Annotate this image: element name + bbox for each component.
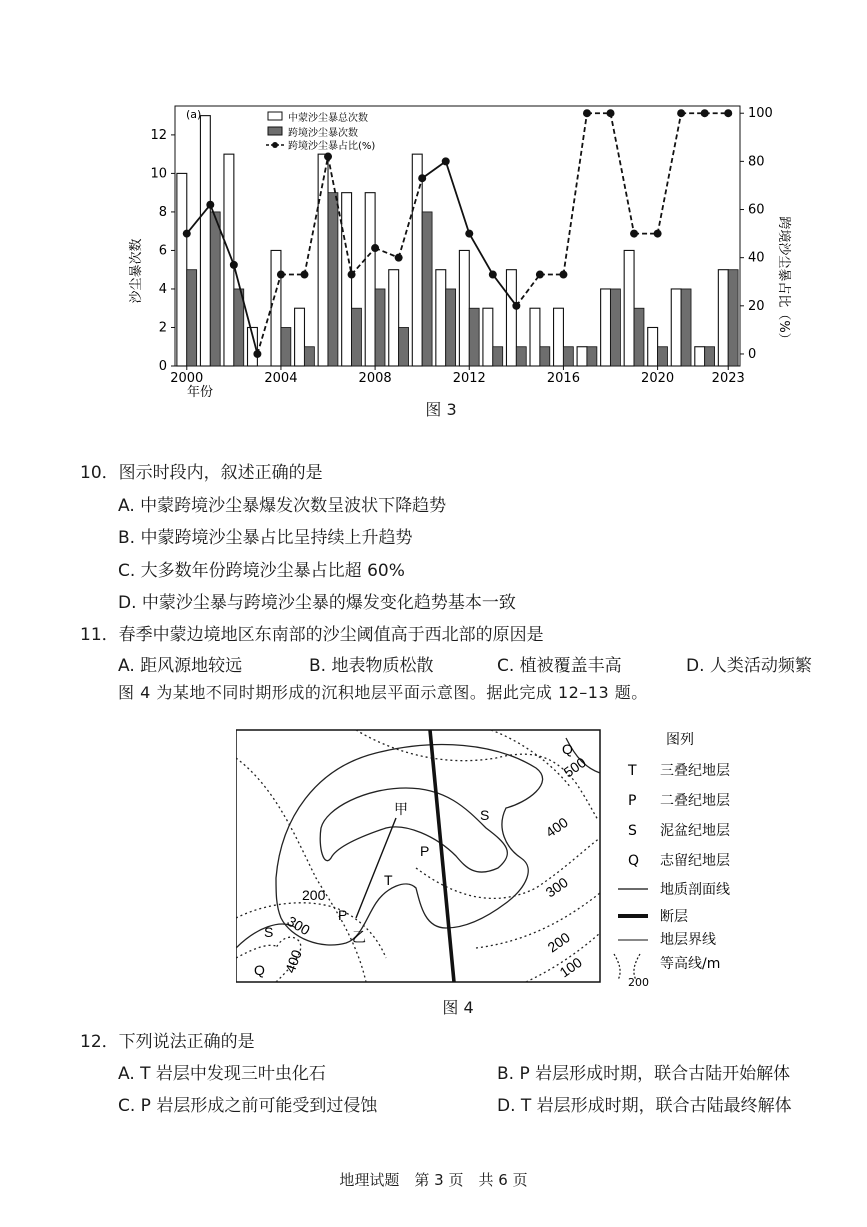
label-c100: 100 — [556, 953, 585, 981]
legend-swatch-total — [268, 112, 282, 120]
legend-label-contour: 等高线/m — [660, 956, 721, 972]
label-s-ne: S — [480, 807, 490, 823]
q11-option-d: D. 人类活动频繁 — [686, 656, 812, 676]
bar-total — [577, 347, 587, 366]
chart-bars — [177, 116, 738, 366]
bar-cross — [210, 212, 220, 366]
ratio-point — [559, 271, 567, 279]
ratio-point — [253, 350, 261, 358]
label-q-ne: Q — [562, 741, 573, 757]
legend-label-cross: 跨境沙尘暴次数 — [288, 128, 358, 139]
legend-sym-q: Q — [628, 853, 640, 869]
bar-total — [506, 270, 516, 366]
label-p-center: P — [420, 843, 430, 859]
bar-cross — [281, 327, 291, 366]
label-c400b: 400 — [281, 947, 305, 976]
label-c300a: 300 — [542, 873, 571, 901]
label-p-sw: P — [338, 907, 348, 923]
legend-line-marker — [272, 142, 278, 148]
bar-total — [530, 308, 540, 366]
chart-legend — [266, 111, 375, 152]
bar-cross — [375, 289, 385, 366]
q11-option-c: C. 植被覆盖丰高 — [497, 656, 622, 676]
legend-sym-s: S — [628, 823, 637, 839]
bar-cross — [469, 308, 479, 366]
q11-option-a: A. 距风源地较远 — [118, 656, 243, 676]
x-unit-label: 年份 — [187, 385, 214, 400]
bar-cross — [658, 347, 668, 366]
ratio-point — [277, 271, 285, 279]
x-tick-label: 2000 — [170, 371, 204, 386]
legend-contour-value: 200 — [628, 976, 649, 988]
panel-label: (a) — [186, 108, 202, 121]
ratio-point — [724, 109, 732, 117]
q12-stem: 12．下列说法正确的是 — [80, 1032, 255, 1052]
chart-line — [183, 109, 732, 358]
bar-total — [624, 250, 634, 366]
legend-sym-t: T — [628, 763, 637, 779]
ratio-point — [607, 109, 615, 117]
ratio-point — [348, 271, 356, 279]
legend-label-t: 三叠纪地层 — [660, 763, 730, 779]
ratio-point — [230, 261, 238, 269]
label-s-sw: S — [264, 924, 274, 940]
y-right-tick-label: 80 — [748, 154, 765, 170]
label-q-sw: Q — [254, 962, 265, 978]
bar-total — [389, 270, 399, 366]
y-left-tick-label: 4 — [158, 281, 167, 297]
ratio-point — [206, 201, 214, 209]
ratio-point — [324, 153, 332, 161]
bar-total — [671, 289, 681, 366]
legend-swatch-cross — [268, 127, 282, 135]
bar-cross — [611, 289, 621, 366]
legend-contour-symbol — [614, 954, 620, 980]
ratio-point — [512, 302, 520, 310]
bar-total — [342, 193, 352, 366]
legend-label-s: 泥盆纪地层 — [660, 823, 730, 839]
ratio-point — [418, 174, 426, 182]
q10-option-c: C. 大多数年份跨境沙尘暴占比超 60% — [118, 561, 405, 581]
legend-label-ratio: 跨境沙尘暴占比(%) — [288, 141, 376, 152]
bar-cross — [705, 347, 715, 366]
ratio-point — [395, 254, 403, 262]
ratio-point — [489, 271, 497, 279]
map-legend — [614, 732, 730, 988]
x-tick-label: 2023 — [711, 371, 745, 386]
y-left-tick-label: 6 — [158, 243, 167, 259]
bar-total — [271, 250, 281, 366]
ratio-point — [536, 271, 544, 279]
ratio-line-segment — [422, 161, 446, 178]
legend-label-q: 志留纪地层 — [660, 853, 730, 869]
y-right-tick-label: 60 — [748, 202, 765, 218]
bar-cross — [422, 212, 432, 366]
ratio-point — [701, 109, 709, 117]
bar-total — [601, 289, 611, 366]
ratio-point — [654, 230, 662, 238]
ratio-point — [583, 109, 591, 117]
bar-total — [365, 193, 375, 366]
legend-label-total: 中蒙沙尘暴总次数 — [288, 113, 368, 124]
x-tick-label: 2012 — [452, 371, 486, 386]
ratio-point — [442, 157, 450, 165]
legend-label-p: 二叠纪地层 — [660, 793, 730, 809]
label-jia: 甲 — [394, 801, 408, 817]
x-tick-label: 2020 — [641, 371, 675, 386]
bar-cross — [446, 289, 456, 366]
q10-option-a: A. 中蒙跨境沙尘暴爆发次数呈波状下降趋势 — [118, 496, 447, 516]
bar-total — [648, 327, 658, 366]
ratio-point — [677, 109, 685, 117]
y-left-tick-label: 12 — [150, 127, 167, 143]
q11-option-b: B. 地表物质松散 — [309, 656, 434, 676]
legend-label-fault: 断层 — [660, 909, 688, 925]
y-left-tick-label: 0 — [158, 359, 167, 374]
label-yi: 乙 — [352, 929, 366, 945]
bar-cross — [563, 347, 573, 366]
intro-text: 图 4 为某地不同时期形成的沉积地层平面示意图。据此完成 12–13 题。 — [118, 683, 648, 702]
y-right-tick-label: 0 — [748, 346, 757, 362]
bar-cross — [304, 347, 314, 366]
figure3-caption: 图 3 — [425, 400, 457, 419]
ratio-point — [630, 230, 638, 238]
y-left-tick-label: 2 — [158, 320, 167, 336]
y-right-tick-label: 40 — [748, 250, 765, 266]
x-tick-label: 2008 — [358, 371, 392, 386]
bar-total — [483, 308, 493, 366]
bar-cross — [587, 347, 597, 366]
bar-total — [554, 308, 564, 366]
figure4-map — [236, 728, 836, 988]
y-right-tick-label: 20 — [748, 298, 765, 314]
y-left-tick-label: 8 — [158, 204, 167, 220]
bar-cross — [234, 289, 244, 366]
bar-total — [718, 270, 728, 366]
legend-label-boundary: 地层界线 — [660, 932, 716, 948]
page-footer: 地理试题 第 3 页 共 6 页 — [339, 1171, 528, 1189]
label-c200a: 200 — [544, 928, 573, 956]
ratio-point — [371, 244, 379, 252]
ratio-line-segment — [563, 113, 587, 274]
x-tick-label: 2004 — [264, 371, 298, 386]
ratio-line-segment — [446, 161, 470, 233]
bar-total — [436, 270, 446, 366]
ratio-line-segment — [658, 113, 682, 233]
bar-cross — [516, 347, 526, 366]
bar-total — [200, 116, 210, 366]
bar-cross — [187, 270, 197, 366]
label-c300b: 300 — [284, 912, 313, 939]
label-c500: 500 — [560, 753, 589, 781]
q11-stem: 11．春季中蒙边境地区东南部的沙尘阈值高于西北部的原因是 — [80, 625, 544, 645]
y-left-label: 沙尘暴次数 — [129, 238, 144, 304]
label-c400a: 400 — [542, 813, 571, 841]
bar-cross — [352, 308, 362, 366]
bar-cross — [399, 327, 409, 366]
legend-label-profile: 地质剖面线 — [660, 882, 730, 898]
y-right-label: 跨境沙尘暴占比（%） — [776, 216, 791, 346]
chart-svg — [100, 96, 800, 416]
map-svg — [236, 728, 836, 988]
bar-total — [695, 347, 705, 366]
bar-total — [177, 173, 187, 366]
label-t: T — [384, 872, 393, 888]
q10-option-d: D. 中蒙沙尘暴与跨境沙尘暴的爆发变化趋势基本一致 — [118, 593, 516, 613]
y-left-tick-label: 10 — [150, 166, 167, 182]
ratio-line-segment — [469, 234, 493, 275]
y-right-tick-label: 100 — [748, 106, 773, 122]
legend-title: 图列 — [666, 732, 694, 748]
q10-stem: 10．图示时段内，叙述正确的是 — [80, 463, 323, 483]
bar-cross — [681, 289, 691, 366]
figure4-caption: 图 4 — [442, 998, 474, 1017]
q12-option-b: B. P 岩层形成时期，联合古陆开始解体 — [497, 1064, 791, 1084]
q12-option-d: D. T 岩层形成时期，联合古陆最终解体 — [497, 1096, 792, 1116]
ratio-line-segment — [611, 113, 635, 233]
bar-cross — [328, 193, 338, 366]
ratio-point — [183, 230, 191, 238]
bar-cross — [728, 270, 738, 366]
bar-cross — [493, 347, 503, 366]
bar-cross — [540, 347, 550, 366]
bar-total — [295, 308, 305, 366]
q10-option-b: B. 中蒙跨境沙尘暴占比呈持续上升趋势 — [118, 528, 413, 548]
bar-total — [459, 250, 469, 366]
ratio-point — [465, 230, 473, 238]
q12-option-a: A. T 岩层中发现三叶虫化石 — [118, 1064, 326, 1084]
label-c200b: 200 — [302, 887, 326, 903]
figure3-chart — [100, 96, 800, 416]
x-tick-label: 2016 — [546, 371, 580, 386]
ratio-line-segment — [516, 275, 540, 306]
ratio-point — [300, 271, 308, 279]
q12-option-c: C. P 岩层形成之前可能受到过侵蚀 — [118, 1096, 378, 1116]
bar-cross — [634, 308, 644, 366]
legend-sym-p: P — [628, 793, 637, 809]
